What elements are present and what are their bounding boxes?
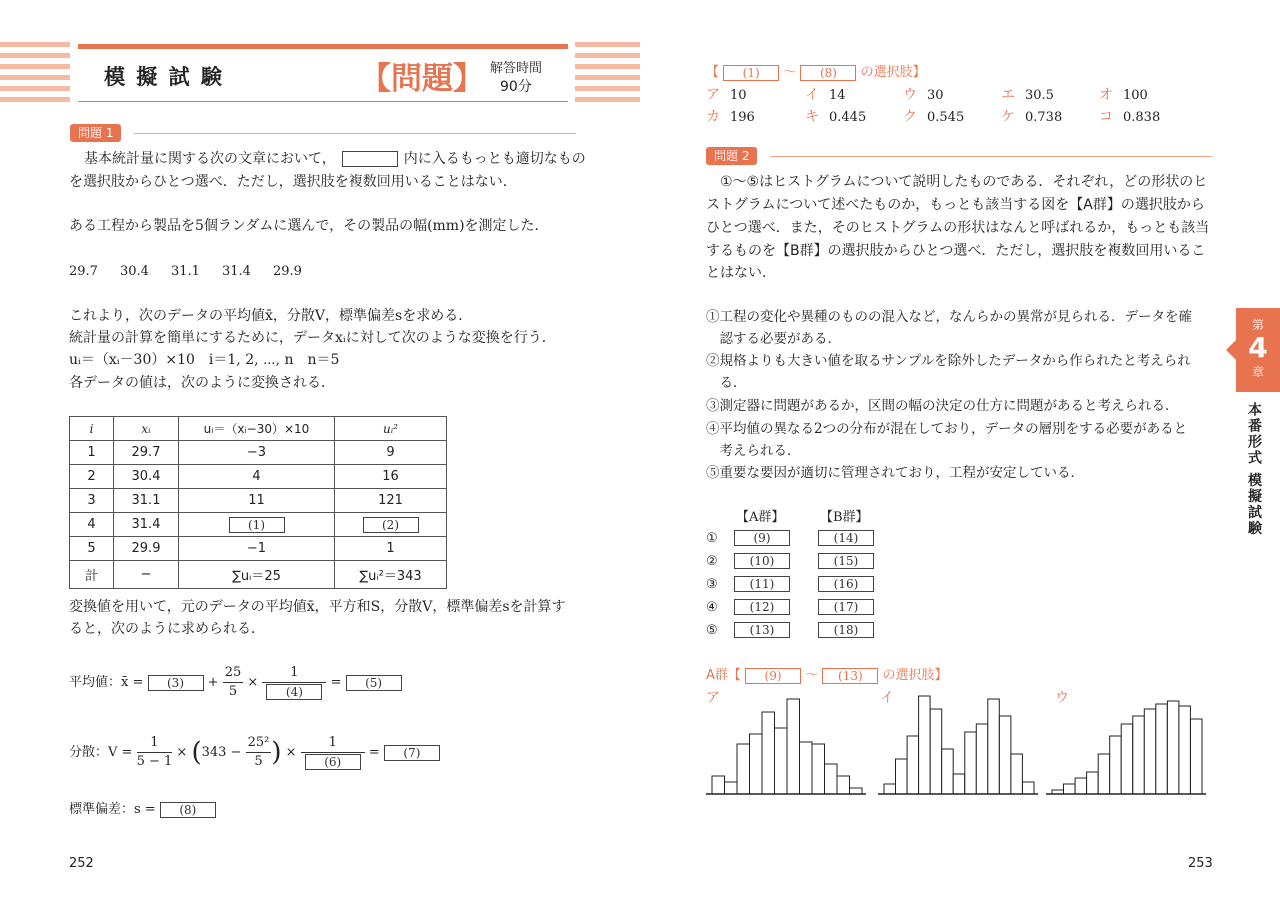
variance-inner: 343 −: [201, 745, 242, 760]
histogram-a: [706, 688, 870, 798]
choices-to-blank: (8): [800, 65, 856, 81]
q2-intro-line: ひとつ選べ．また，そのヒストグラムの形状はなんと呼ばれるか，もっとも該当: [706, 220, 1210, 236]
answer-row: [706, 599, 874, 615]
page-number-right: 253: [1188, 856, 1213, 871]
question-1-label: 問題 1: [70, 124, 121, 142]
table-row: [70, 489, 447, 513]
histogram-bar: [787, 699, 800, 794]
histogram-bar: [850, 788, 863, 794]
table-header-row: [70, 417, 447, 441]
choice-item: エ 30.5: [1001, 87, 1054, 103]
q2-intro-line: ①〜⑤はヒストグラムについて説明したものである．それぞれ，どの形状のヒ: [720, 174, 1208, 190]
histogram-bar: [930, 709, 942, 794]
table-cell: 1: [335, 537, 447, 561]
table-cell: 4: [70, 513, 114, 537]
q2-item: る．: [706, 375, 747, 391]
answer-row-number: ②: [706, 553, 718, 569]
choice-item: コ 0.838: [1099, 109, 1161, 125]
histogram-bar: [953, 774, 965, 794]
histogram-bar: [1023, 782, 1035, 794]
histogram-label-u: ウ: [1055, 690, 1069, 706]
answer-blank-a: (12): [734, 599, 790, 615]
time-label: 解答時間: [490, 61, 543, 76]
histogram-bar: [1133, 716, 1145, 794]
answer-blank-a: (10): [734, 553, 790, 569]
variance-label: 分散：V =: [69, 745, 133, 760]
answer-blank-a: (11): [734, 576, 790, 592]
mean-label: 平均値：x̄ =: [69, 675, 144, 690]
table-cell: 29.9: [114, 537, 179, 561]
histogram-u: [1046, 688, 1210, 798]
header-stripes-center: [575, 42, 640, 102]
answer-blank-6: (6): [305, 754, 361, 770]
histogram-bar: [1064, 784, 1076, 794]
variance-fraction: $\frac{1}{5 - 1}$: [136, 735, 173, 769]
table-row: [70, 441, 447, 465]
choice-item: カ 196: [706, 109, 755, 125]
histogram-bar: [1110, 736, 1122, 794]
value-3: 31.1: [171, 264, 200, 279]
histogram-bar: [907, 736, 919, 794]
q2-item: 認する必要がある．: [706, 331, 841, 347]
group-b-heading: 【B群】: [820, 510, 869, 525]
table-cell: 5: [70, 537, 114, 561]
value-4: 31.4: [222, 264, 251, 279]
histogram-bar: [800, 742, 813, 794]
answer-blank-sample: [342, 151, 398, 167]
answer-blank-b: (15): [818, 553, 874, 569]
histogram-bar: [812, 744, 825, 794]
q2-item: ②規格よりも大きい値を取るサンプルを除外したデータから作られたと考えられ: [706, 353, 1191, 369]
histogram-bar: [825, 764, 838, 794]
histogram-bar: [1098, 754, 1110, 794]
table-cell: −: [114, 561, 179, 589]
answer-blank-b: (17): [818, 599, 874, 615]
variance-formula: 分散：V = $\frac{1}{5 - 1}$ × (343 − $\frac{\text{25²}}{5}$ ) × $\frac{1}{(6)}$ = (7): [69, 734, 440, 771]
histogram-bar: [919, 696, 931, 794]
answer-row-number: ⑤: [706, 622, 718, 638]
table-cell: 3: [70, 489, 114, 513]
answer-row: [706, 530, 874, 546]
histogram-bar: [1121, 724, 1133, 794]
q2-item: ④平均値の異なる2つの分布が混在しており，データの層別をする必要があると: [706, 421, 1188, 437]
choices-header: 【 (1) 〜 (8) の選択肢】: [706, 65, 926, 80]
q1-para-6: ると，次のように求められる．: [69, 621, 265, 637]
table-cell: 4: [179, 465, 335, 489]
histogram-bar: [725, 782, 738, 794]
table-total-row: [70, 561, 447, 589]
histogram-bar: [1144, 709, 1156, 794]
choice-item: ケ 0.738: [1001, 109, 1063, 125]
histogram-bar: [737, 744, 750, 794]
group-a-choices-header: A群【 (9) 〜 (13) の選択肢】: [706, 668, 948, 683]
answer-row-number: ①: [706, 530, 718, 546]
histogram-bar: [750, 734, 763, 794]
histogram-bar: [837, 776, 850, 794]
answer-row: [706, 576, 874, 592]
question-2-rule: [770, 156, 1212, 157]
q1-para-5: 変換値を用いて，元のデータの平均値x̄，平方和S，分散V，標準偏差sを計算す: [69, 599, 566, 615]
table-cell: 計: [70, 561, 114, 589]
table-header: i: [70, 417, 114, 441]
group-a-heading: 【A群】: [736, 510, 785, 525]
q2-intro-line: するものを【B群】の選択肢からひとつ選べ．ただし，選択肢を複数回用いるこ: [706, 243, 1206, 259]
q2-item: 考えられる．: [706, 443, 801, 459]
histogram-i: [878, 688, 1042, 798]
histogram-bar: [775, 728, 788, 794]
histogram-label-a: ア: [706, 690, 720, 706]
table-cell: 31.4: [114, 513, 179, 537]
table-cell: [179, 513, 335, 537]
histogram-bar: [1179, 706, 1191, 794]
choice-item: イ 14: [805, 87, 846, 103]
table-cell: −1: [179, 537, 335, 561]
time-value: 90分: [500, 79, 532, 95]
table-cell: 30.4: [114, 465, 179, 489]
answer-row: [706, 622, 874, 638]
mean-formula: 平均値：x̄ = (3) + $\frac{25}{5}$ × $\frac{1}{(4)}$ = (5): [69, 664, 402, 701]
table-header: uᵢ²: [335, 417, 447, 441]
q2-item: ⑤重要な要因が適切に管理されており，工程が安定している．: [706, 465, 1084, 481]
value-2: 30.4: [120, 264, 149, 279]
question-1-rule: [134, 133, 576, 134]
value-5: 29.9: [273, 264, 302, 279]
transform-table: [69, 416, 447, 589]
answer-blank-7: (7): [384, 745, 440, 761]
table-cell: 11: [179, 489, 335, 513]
answer-row: [706, 553, 874, 569]
sd-label: 標準偏差：s =: [69, 802, 156, 817]
exam-title: 模 擬 試 験: [104, 65, 224, 89]
chapter-tab: [1236, 308, 1280, 392]
table-cell: [335, 513, 447, 537]
histogram-bar: [896, 759, 908, 794]
choices-from-blank: (1): [723, 65, 779, 81]
q2-intro-line: ストグラムについて述べたものか，もっとも該当する図を【A群】の選択肢から: [706, 197, 1205, 213]
chapter-side-title: 本番形式 模擬試験: [1246, 402, 1262, 537]
exam-header: [78, 44, 568, 102]
q2-item: ①工程の変化や異種のものの混入など，なんらかの異常が見られる．データを確: [706, 309, 1192, 325]
chapter-tab-number: 4: [1248, 331, 1268, 364]
table-cell: 1: [70, 441, 114, 465]
variance-square-fraction: $\frac{\text{25²}}{5}$: [247, 735, 270, 769]
answer-row-number: ④: [706, 599, 718, 615]
table-row: [70, 537, 447, 561]
q1-values: [69, 261, 302, 283]
table-cell: 2: [70, 465, 114, 489]
chapter-tab-bottom: 章: [1251, 365, 1264, 379]
q1-para-2: 統計量の計算を簡単にするために，データxᵢに対して次のような変換を行う．: [69, 330, 556, 346]
table-cell: ∑uᵢ＝25: [179, 561, 335, 589]
chapter-tab-top: 第: [1251, 318, 1264, 332]
q1-intro-line-2: を選択肢からひとつ選べ．ただし，選択肢を複数回用いることはない．: [69, 174, 517, 190]
table-cell: 9: [335, 441, 447, 465]
q1-para-3: uᵢ＝（xᵢ－30）×10 i＝1, 2, ⋯, n n＝5: [69, 352, 340, 368]
problem-badge: 【問題】: [360, 61, 484, 97]
choice-item: ウ 30: [903, 87, 944, 103]
table-cell: −3: [179, 441, 335, 465]
group-a-to-blank: (13): [822, 668, 878, 684]
header-stripes-left: [0, 42, 70, 102]
histogram-bar: [988, 699, 1000, 794]
q2-item: ③測定器に問題があるか，区間の幅の決定の仕方に問題があると考えられる．: [706, 398, 1179, 414]
histogram-bar: [965, 732, 977, 794]
answer-blank-b: (18): [818, 622, 874, 638]
mean-reciprocal: $\frac{1}{(4)}$: [262, 664, 326, 701]
answer-row-number: ③: [706, 576, 718, 592]
page-number-left: 252: [69, 856, 94, 871]
table-header: xᵢ: [114, 417, 179, 441]
value-1: 29.7: [69, 264, 98, 279]
choice-item: オ 100: [1099, 87, 1148, 103]
table-cell: 121: [335, 489, 447, 513]
table-cell: 29.7: [114, 441, 179, 465]
answer-blank-b: (14): [818, 530, 874, 546]
sd-formula: [69, 798, 216, 818]
answer-blank-a: (9): [734, 530, 790, 546]
answer-blank-5: (5): [346, 675, 402, 691]
variance-reciprocal: $\frac{1}{(6)}$: [301, 734, 365, 771]
histogram-bar: [1087, 772, 1099, 794]
histogram-label-i: イ: [880, 690, 894, 706]
q1-para-4: 各データの値は，次のように変換される．: [69, 375, 335, 391]
table-cell: ∑uᵢ²＝343: [335, 561, 447, 589]
histogram-bar: [762, 712, 775, 794]
answer-blank-b: (16): [818, 576, 874, 592]
group-a-from-blank: (9): [745, 668, 801, 684]
answer-blank-1: (1): [229, 517, 285, 533]
answer-blank-3: (3): [148, 675, 204, 691]
answer-blank-2: (2): [363, 517, 419, 533]
answer-blank-a: (13): [734, 622, 790, 638]
histogram-bar: [942, 749, 954, 794]
histogram-bar: [1156, 704, 1168, 794]
table-cell: 16: [335, 465, 447, 489]
choice-item: キ 0.445: [805, 109, 867, 125]
histogram-bar: [712, 776, 725, 794]
q2-intro-line: とはない．: [706, 265, 776, 281]
answer-blank-8: (8): [160, 802, 216, 818]
mean-fraction: $\frac{25}{5}$: [224, 665, 242, 699]
header-stripes-right: [640, 42, 700, 102]
histogram-bar: [999, 716, 1011, 794]
question-2-label: 問題 2: [706, 147, 757, 165]
table-row: [70, 513, 447, 537]
choice-item: ク 0.545: [903, 109, 965, 125]
q1-intro-line-1: 基本統計量に関する次の文章において， 内に入るもっとも適切なもの: [84, 151, 586, 167]
histogram-bar: [884, 784, 896, 794]
answer-blank-4: (4): [266, 684, 322, 700]
histogram-bar: [1075, 778, 1087, 794]
histogram-bar: [1167, 701, 1179, 794]
table-header: uᵢ＝（xᵢ−30）×10: [179, 417, 335, 441]
choice-item: ア 10: [706, 87, 747, 103]
q1-setup: ある工程から製品を5個ランダムに選んで，その製品の幅(mm)を測定した．: [69, 218, 549, 234]
table-cell: 31.1: [114, 489, 179, 513]
table-row: [70, 465, 447, 489]
histogram-bar: [1191, 719, 1203, 794]
q1-para-1: これより，次のデータの平均値x̄，分散V，標準偏差sを求める．: [69, 308, 473, 324]
histogram-bar: [976, 724, 988, 794]
histogram-bar: [1011, 754, 1023, 794]
